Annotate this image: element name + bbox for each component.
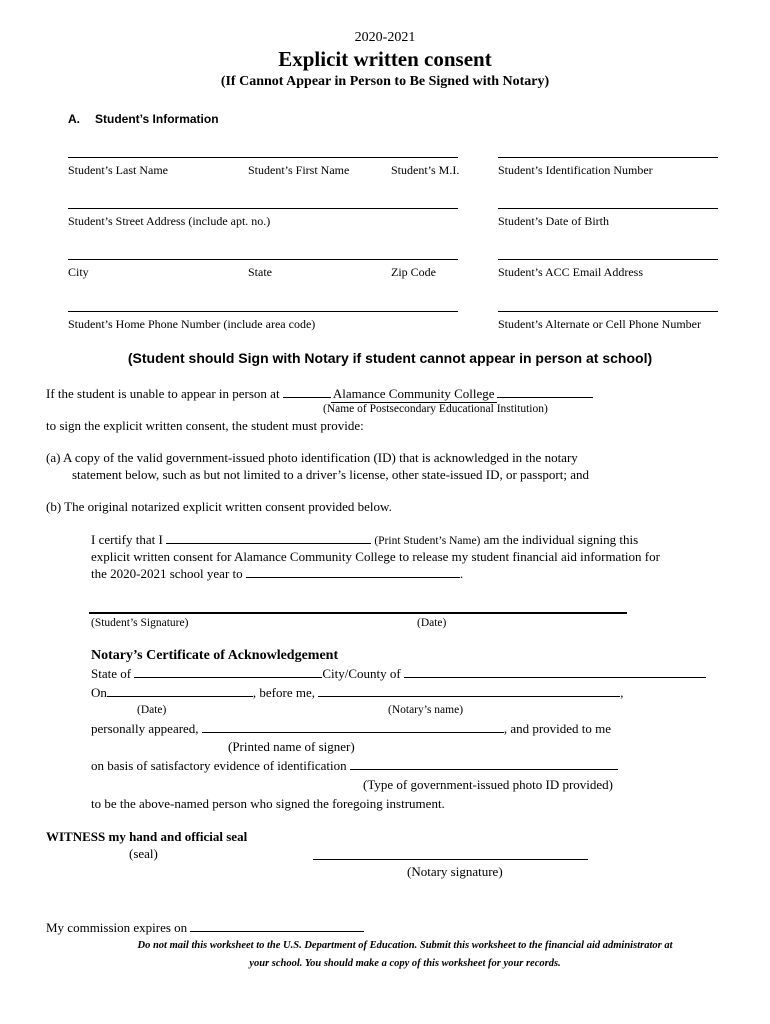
notary-closing: to be the above-named person who signed the foregoing instrument. xyxy=(91,796,445,811)
home-phone-field-line[interactable] xyxy=(68,311,458,312)
id-number-field-line[interactable] xyxy=(498,157,718,158)
appeared-suffix: , and provided to me xyxy=(503,721,612,736)
certify-prefix: I certify that I xyxy=(91,532,163,547)
notary-signature-line[interactable] xyxy=(313,859,588,860)
city-county-label: City/County of xyxy=(322,666,401,681)
notary-state-field[interactable] xyxy=(134,666,322,678)
basis-label: on basis of satisfactory evidence of identification xyxy=(91,758,347,773)
printed-signer-name-field[interactable] xyxy=(202,721,504,733)
signature-date-caption: (Date) xyxy=(417,617,447,629)
certify-suffix: am the individual signing this xyxy=(483,532,639,547)
on-label: On xyxy=(91,685,107,700)
notary-certificate-heading: Notary’s Certificate of Acknowledgement xyxy=(91,648,339,663)
intro-line-2: to sign the explicit written consent, the student must provide: xyxy=(46,418,364,433)
appeared-prefix: personally appeared, xyxy=(91,721,199,736)
certify-line-3-suffix: . xyxy=(459,566,464,581)
form-year: 2020-2021 xyxy=(354,30,416,45)
institution-blank-right xyxy=(497,386,593,398)
notary-basis-line xyxy=(91,758,618,774)
institution-blank-left xyxy=(283,386,331,398)
before-me-label: , before me, xyxy=(252,685,315,700)
certify-line-3-prefix: the 2020-2021 school year to xyxy=(91,566,243,581)
certify-line-3 xyxy=(91,566,463,582)
dob-field-line[interactable] xyxy=(498,208,718,209)
form-subtitle: (If Cannot Appear in Person to Be Signed with Notary) xyxy=(220,74,550,89)
email-field-line[interactable] xyxy=(498,259,718,260)
home-phone-label: Student’s Home Phone Number (include area code) xyxy=(68,317,316,331)
state-label: State xyxy=(248,265,272,279)
last-name-label: Student’s Last Name xyxy=(68,163,168,177)
first-name-label: Student’s First Name xyxy=(248,163,350,177)
release-to-field[interactable] xyxy=(246,566,460,578)
footer-line-1: Do not mail this worksheet to the U.S. Department of Education. Submit this worksheet to the financial aid administrator at xyxy=(137,940,673,951)
city-label: City xyxy=(68,265,89,279)
name-field-line[interactable] xyxy=(68,157,458,158)
footer-line-2: your school. You should make a copy of this worksheet for your records. xyxy=(249,958,561,969)
notary-city-county-field[interactable] xyxy=(404,666,706,678)
certify-line-2: explicit written consent for Alamance Community College to release my student financial aid information for xyxy=(91,549,660,564)
id-type-caption: (Type of government-issued photo ID provided) xyxy=(363,777,614,792)
seal-label: (seal) xyxy=(129,846,158,861)
item-a-line-1: (a) A copy of the valid government-issued photo identification (ID) that is acknowledged in the notary xyxy=(46,450,578,465)
notary-instruction-heading: (Student should Sign with Notary if student cannot appear in person at school) xyxy=(127,350,653,366)
notary-date-caption: (Date) xyxy=(137,704,167,716)
print-name-caption: (Print Student’s Name) xyxy=(374,535,481,547)
institution-caption: (Name of Postsecondary Educational Institution) xyxy=(323,403,548,415)
dob-label: Student’s Date of Birth xyxy=(498,214,609,228)
form-title: Explicit written consent xyxy=(278,47,492,71)
address-field-line[interactable] xyxy=(68,208,458,209)
email-label: Student’s ACC Email Address xyxy=(498,265,644,279)
commission-line xyxy=(46,920,364,936)
print-student-name-field[interactable] xyxy=(166,532,371,544)
section-a-heading: Student’s Information xyxy=(95,112,219,126)
notary-signature-caption: (Notary signature) xyxy=(407,864,503,879)
student-signature-line[interactable] xyxy=(89,612,627,614)
notary-date-field[interactable] xyxy=(107,685,253,697)
id-evidence-field[interactable] xyxy=(350,758,618,770)
student-signature-caption: (Student’s Signature) xyxy=(91,617,189,629)
notary-name-field[interactable] xyxy=(318,685,620,697)
notary-name-caption: (Notary’s name) xyxy=(388,704,464,716)
middle-initial-label: Student’s M.I. xyxy=(391,163,460,177)
notary-on-line xyxy=(91,685,623,701)
notary-state-line xyxy=(91,666,706,682)
on-line-comma: , xyxy=(620,685,624,700)
institution-name-field[interactable]: Alamance Community College xyxy=(332,386,495,401)
item-b: (b) The original notarized explicit written consent provided below. xyxy=(46,499,392,514)
city-state-zip-field-line[interactable] xyxy=(68,259,458,260)
item-a-line-2: statement below, such as but not limited to a driver’s license, other state-issued ID, or passport; and xyxy=(72,467,589,482)
certify-line-1 xyxy=(91,532,638,548)
intro-line-1 xyxy=(46,386,593,403)
zip-label: Zip Code xyxy=(391,265,436,279)
alt-phone-field-line[interactable] xyxy=(498,311,718,312)
commission-expiry-field[interactable] xyxy=(190,920,364,932)
id-number-label: Student’s Identification Number xyxy=(498,163,653,177)
printed-name-caption: (Printed name of signer) xyxy=(228,739,355,754)
section-a-letter: A. xyxy=(68,112,80,126)
state-of-label: State of xyxy=(91,666,132,681)
witness-heading: WITNESS my hand and official seal xyxy=(46,829,248,844)
commission-label: My commission expires on xyxy=(46,920,188,935)
address-label: Student’s Street Address (include apt. no.) xyxy=(68,214,271,228)
alt-phone-label: Student’s Alternate or Cell Phone Number xyxy=(498,317,701,331)
notary-appeared-line xyxy=(91,721,611,737)
intro-prefix: If the student is unable to appear in person at xyxy=(46,386,280,401)
